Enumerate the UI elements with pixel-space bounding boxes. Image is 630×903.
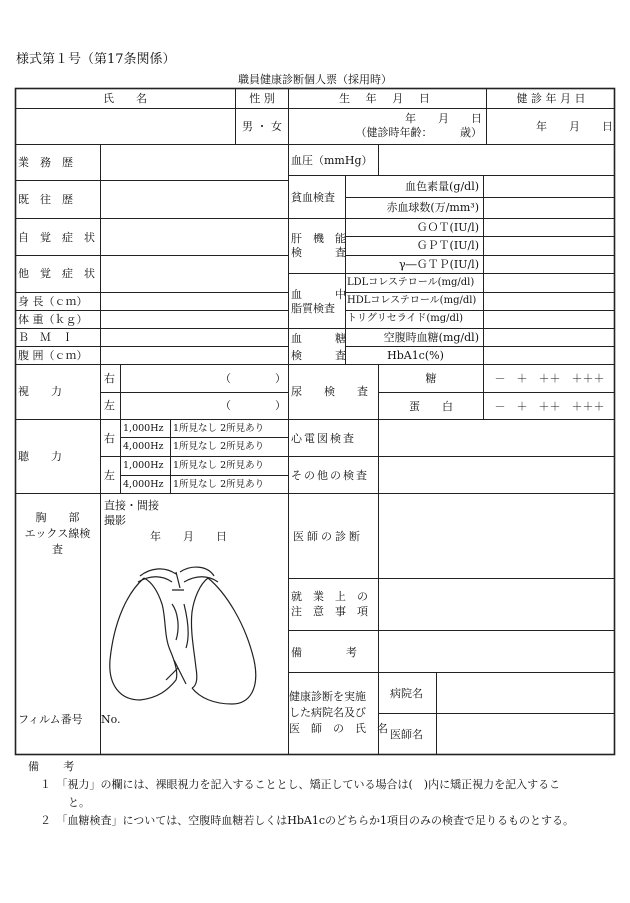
note-2 bbox=[16, 812, 616, 830]
film-no-value[interactable]: No. bbox=[101, 713, 121, 726]
hearing-left-4000: 4,000Hz bbox=[123, 479, 164, 490]
xray-method-2: 撮影 bbox=[104, 514, 126, 527]
header-birth: 生 年 月 日 bbox=[339, 92, 436, 105]
label-waist: 腹 囲（ｃｍ） bbox=[18, 349, 88, 362]
label-film-no: フィルム番号 bbox=[18, 713, 83, 726]
label-urine-protein: 蛋 白 bbox=[409, 400, 453, 413]
birth-date-field[interactable]: 年 月 日 bbox=[405, 112, 482, 125]
label-urine-sugar: 糖 bbox=[425, 372, 437, 385]
hearing-option-l1000[interactable]: 1所見なし 2所見あり bbox=[173, 460, 265, 471]
label-sugar-1: 血 糖 bbox=[291, 332, 346, 345]
label-got: ＧＯＴ(IU/l) bbox=[416, 221, 479, 234]
label-ggtp: γ―ＧＴＰ(IU/l) bbox=[399, 258, 479, 271]
hearing-left-label: 左 bbox=[104, 469, 115, 482]
exam-age-field[interactable]: （健診時年齢： 歳） bbox=[355, 126, 482, 139]
label-work-history: 業 務 歴 bbox=[18, 156, 73, 169]
notes-section bbox=[16, 758, 616, 830]
header-name: 氏 名 bbox=[103, 92, 147, 105]
label-subjective: 自 覚 症 状 bbox=[18, 231, 95, 244]
label-lipid-2: 脂質検査 bbox=[291, 302, 335, 315]
hearing-option-r1000[interactable]: 1所見なし 2所見あり bbox=[173, 423, 265, 434]
header-sex: 性 別 bbox=[249, 92, 275, 105]
label-chest-xray-2: エックス線検 bbox=[24, 527, 91, 540]
label-hemoglobin: 血色素量(g/dl) bbox=[405, 180, 479, 193]
label-hospital-1: 健康診断を実施 bbox=[289, 690, 366, 703]
label-employment-1: 就 業 上 の bbox=[291, 590, 368, 603]
note-1 bbox=[16, 776, 616, 794]
label-hdl: HDLコレステロール(mg/dl) bbox=[347, 295, 477, 306]
xray-method[interactable]: 直接・間接 bbox=[104, 499, 159, 512]
vision-right-field[interactable]: （ ） bbox=[220, 372, 286, 385]
urine-protein-scale[interactable]: － ＋ ＋＋ ＋＋＋ bbox=[494, 400, 605, 413]
label-diagnosis: 医師の診断 bbox=[293, 530, 363, 543]
hearing-right-label: 右 bbox=[104, 432, 115, 445]
hearing-option-r4000[interactable]: 1所見なし 2所見あり bbox=[173, 441, 265, 452]
label-employment-2: 注 意 事 項 bbox=[291, 605, 368, 618]
label-remarks: 備 考 bbox=[291, 646, 357, 659]
notes-heading: 備 考 bbox=[28, 760, 81, 773]
vision-left-field[interactable]: （ ） bbox=[220, 399, 286, 412]
label-hospital-name: 病院名 bbox=[390, 687, 423, 700]
hearing-right-1000: 1,000Hz bbox=[123, 423, 164, 434]
label-bmi: Ｂ Ｍ Ｉ bbox=[18, 331, 73, 344]
lung-outline-icon bbox=[110, 567, 256, 704]
label-height: 身 長（ｃｍ） bbox=[18, 295, 88, 308]
vision-left-label: 左 bbox=[104, 399, 115, 412]
hearing-option-l4000[interactable]: 1所見なし 2所見あり bbox=[173, 479, 265, 490]
form-title: 職員健康診断個人票（採用時） bbox=[238, 73, 392, 86]
label-chest-xray-3: 査 bbox=[52, 543, 63, 556]
label-hba1c: HbA1c(%) bbox=[387, 349, 444, 362]
label-vision: 視 力 bbox=[18, 385, 62, 398]
label-other-tests: その他の検査 bbox=[291, 469, 369, 482]
vision-right-label: 右 bbox=[104, 372, 115, 385]
note-1-number: １ bbox=[40, 778, 51, 791]
label-doctor-name: 医師名 bbox=[390, 728, 423, 741]
label-chest-xray-1: 胸 部 bbox=[35, 511, 80, 524]
xray-date[interactable]: 年 月 日 bbox=[150, 530, 227, 543]
label-urine: 尿 検 査 bbox=[291, 385, 368, 398]
label-rbc: 赤血球数(万/mm³) bbox=[386, 201, 479, 214]
label-lipid-1: 血 中 bbox=[291, 288, 346, 301]
label-fbs: 空腹時血糖(mg/dl) bbox=[383, 331, 479, 344]
label-ldl: LDLコレステロール(mg/dl) bbox=[347, 277, 475, 288]
label-anemia: 貧血検査 bbox=[291, 191, 335, 204]
label-objective: 他 覚 症 状 bbox=[18, 267, 95, 280]
note-1-continued: と。 bbox=[68, 796, 90, 809]
hearing-right-4000: 4,000Hz bbox=[123, 441, 164, 452]
hearing-left-1000: 1,000Hz bbox=[123, 460, 164, 471]
label-hospital-2: した病院名及び bbox=[289, 706, 366, 719]
label-past-history: 既 往 歴 bbox=[18, 193, 73, 206]
form-number: 様式第１号（第17条関係） bbox=[16, 52, 176, 67]
label-tg: トリグリセライド(mg/dl) bbox=[347, 313, 464, 324]
label-hearing: 聴 力 bbox=[18, 450, 62, 463]
label-hospital-3: 医 師 の 氏 名 bbox=[289, 722, 388, 735]
note-2-number: ２ bbox=[40, 814, 51, 827]
urine-sugar-scale[interactable]: － ＋ ＋＋ ＋＋＋ bbox=[494, 372, 605, 385]
note-1-text: 「視力」の欄には、裸眼視力を記入することとし、矯正している場合は( )内に矯正視力を記入するこ bbox=[62, 778, 561, 791]
label-sugar-2: 検 査 bbox=[291, 349, 346, 362]
label-liver-1: 肝 機 能 bbox=[291, 232, 346, 245]
sex-value[interactable]: 男 ・ 女 bbox=[242, 120, 282, 133]
exam-date-field[interactable]: 年 月 日 bbox=[536, 120, 613, 133]
label-weight: 体 重（ｋｇ） bbox=[18, 313, 88, 326]
label-gpt: ＧＰＴ(IU/l) bbox=[416, 239, 479, 252]
label-blood-pressure: 血圧（mmHg） bbox=[291, 154, 373, 167]
header-exam-date: 健 診 年 月 日 bbox=[516, 92, 586, 105]
note-2-text: 「血糖検査」については、空腹時血糖若しくはHbA1cのどちらか1項目のみの検査で足りるものとする。 bbox=[62, 814, 575, 827]
label-ecg: 心電図検査 bbox=[291, 432, 356, 445]
label-liver-2: 検 査 bbox=[291, 246, 346, 259]
